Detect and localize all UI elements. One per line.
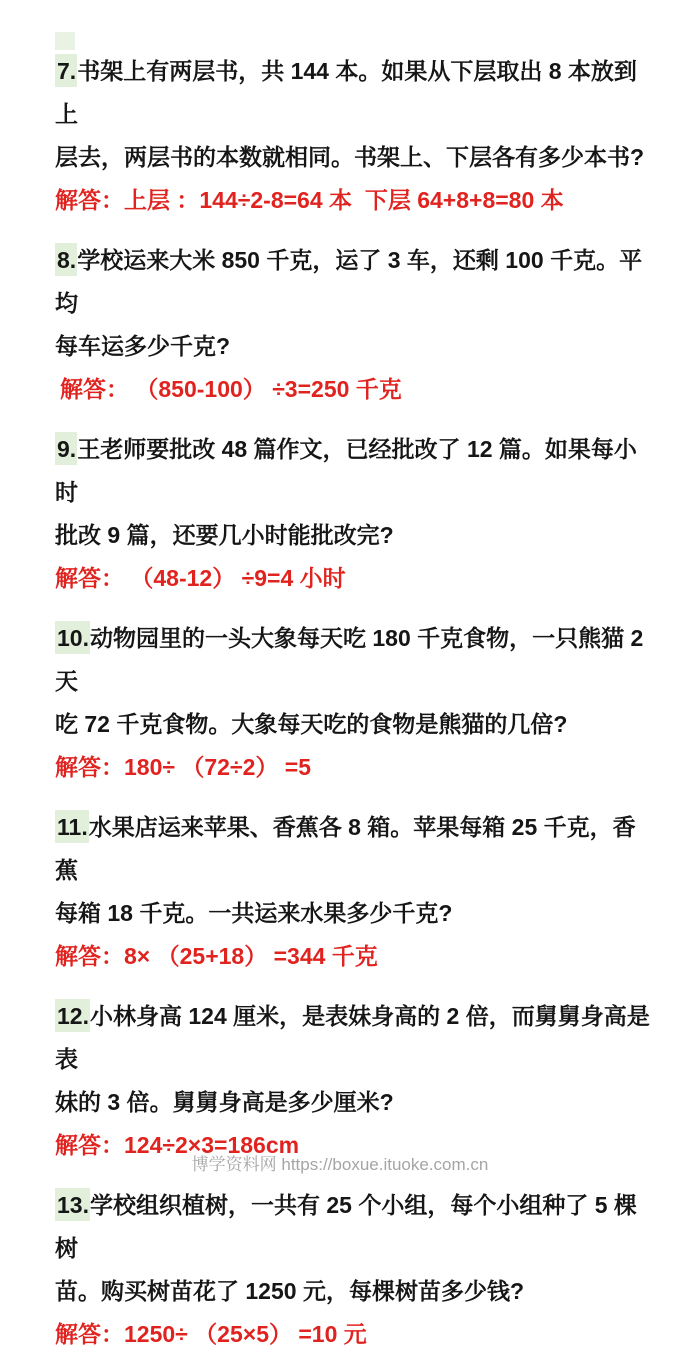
problem-text <box>55 50 656 179</box>
problem-number: 8. <box>55 243 77 276</box>
problem-line2: 吃 72 千克食物。大象每天吃的食物是熊猫的几倍? <box>55 711 568 737</box>
problem-line2: 每箱 18 千克。一共运来水果多少千克? <box>55 900 453 926</box>
problem-text <box>55 617 656 746</box>
problem-line2: 苗。购买树苗花了 1250 元，每棵树苗多少钱? <box>55 1278 524 1304</box>
problem-text <box>55 1184 656 1313</box>
problem-text <box>55 995 656 1124</box>
problem-line1: 王老师要批改 48 篇作文，已经批改了 12 篇。如果每小时 <box>55 436 637 505</box>
problem-block-12 <box>55 995 656 1167</box>
problem-block-13 <box>55 1184 656 1356</box>
problem-text <box>55 806 656 935</box>
problem-number: 10. <box>55 621 90 654</box>
problem-line1: 书架上有两层书，共 144 本。如果从下层取出 8 本放到上 <box>55 58 637 127</box>
watermark-footer: 博学资料网 https://boxue.ituoke.com.cn <box>191 1155 489 1174</box>
problem-number: 11. <box>55 810 89 843</box>
problem-number: 7. <box>55 54 77 87</box>
problem-line1: 学校运来大米 850 千克，运了 3 车，还剩 100 千克。平均 <box>55 247 643 316</box>
problem-line2: 每车运多少千克? <box>55 333 231 359</box>
problem-block-9 <box>55 428 656 600</box>
problem-number: 9. <box>55 432 77 465</box>
answer-text: 解答： （850-100） ÷3=250 千克 <box>60 376 402 402</box>
problem-block-8 <box>55 239 656 411</box>
problem-line1: 水果店运来苹果、香蕉各 8 箱。苹果每箱 25 千克，香蕉 <box>55 814 636 883</box>
answer-text: 解答：180÷ （72÷2） =5 <box>55 754 311 780</box>
answer-text: 解答： （48-12） ÷9=4 小时 <box>55 565 346 591</box>
problem-line1: 学校组织植树，一共有 25 个小组，每个小组种了 5 棵树 <box>55 1192 637 1261</box>
problem-line2: 妹的 3 倍。舅舅身高是多少厘米? <box>55 1089 394 1115</box>
answer-text: 解答：1250÷ （25×5） =10 元 <box>55 1321 367 1347</box>
answer-text: 解答：上层 ：144÷2-8=64 本 下层 64+8+8=80 本 <box>55 187 564 213</box>
answer-text: 解答：8× （25+18） =344 千克 <box>55 943 378 969</box>
answer-text: 解答：124÷2×3=186cm <box>55 1132 300 1158</box>
highlight-fragment <box>55 32 75 50</box>
problem-text <box>55 239 656 368</box>
problem-number: 13. <box>55 1188 90 1221</box>
problem-block-10 <box>55 617 656 789</box>
problem-line2: 层去，两层书的本数就相同。书架上、下层各有多少本书? <box>55 144 645 170</box>
problem-block-11 <box>55 806 656 978</box>
problem-number: 12. <box>55 999 90 1032</box>
problem-line1: 动物园里的一头大象每天吃 180 千克食物，一只熊猫 2 天 <box>55 625 650 694</box>
problem-line1: 小林身高 124 厘米，是表妹身高的 2 倍，而舅舅身高是表 <box>55 1003 650 1072</box>
problem-block-7 <box>55 50 656 222</box>
problem-text <box>55 428 656 557</box>
problem-line2: 批改 9 篇，还要几小时能批改完? <box>55 522 394 548</box>
